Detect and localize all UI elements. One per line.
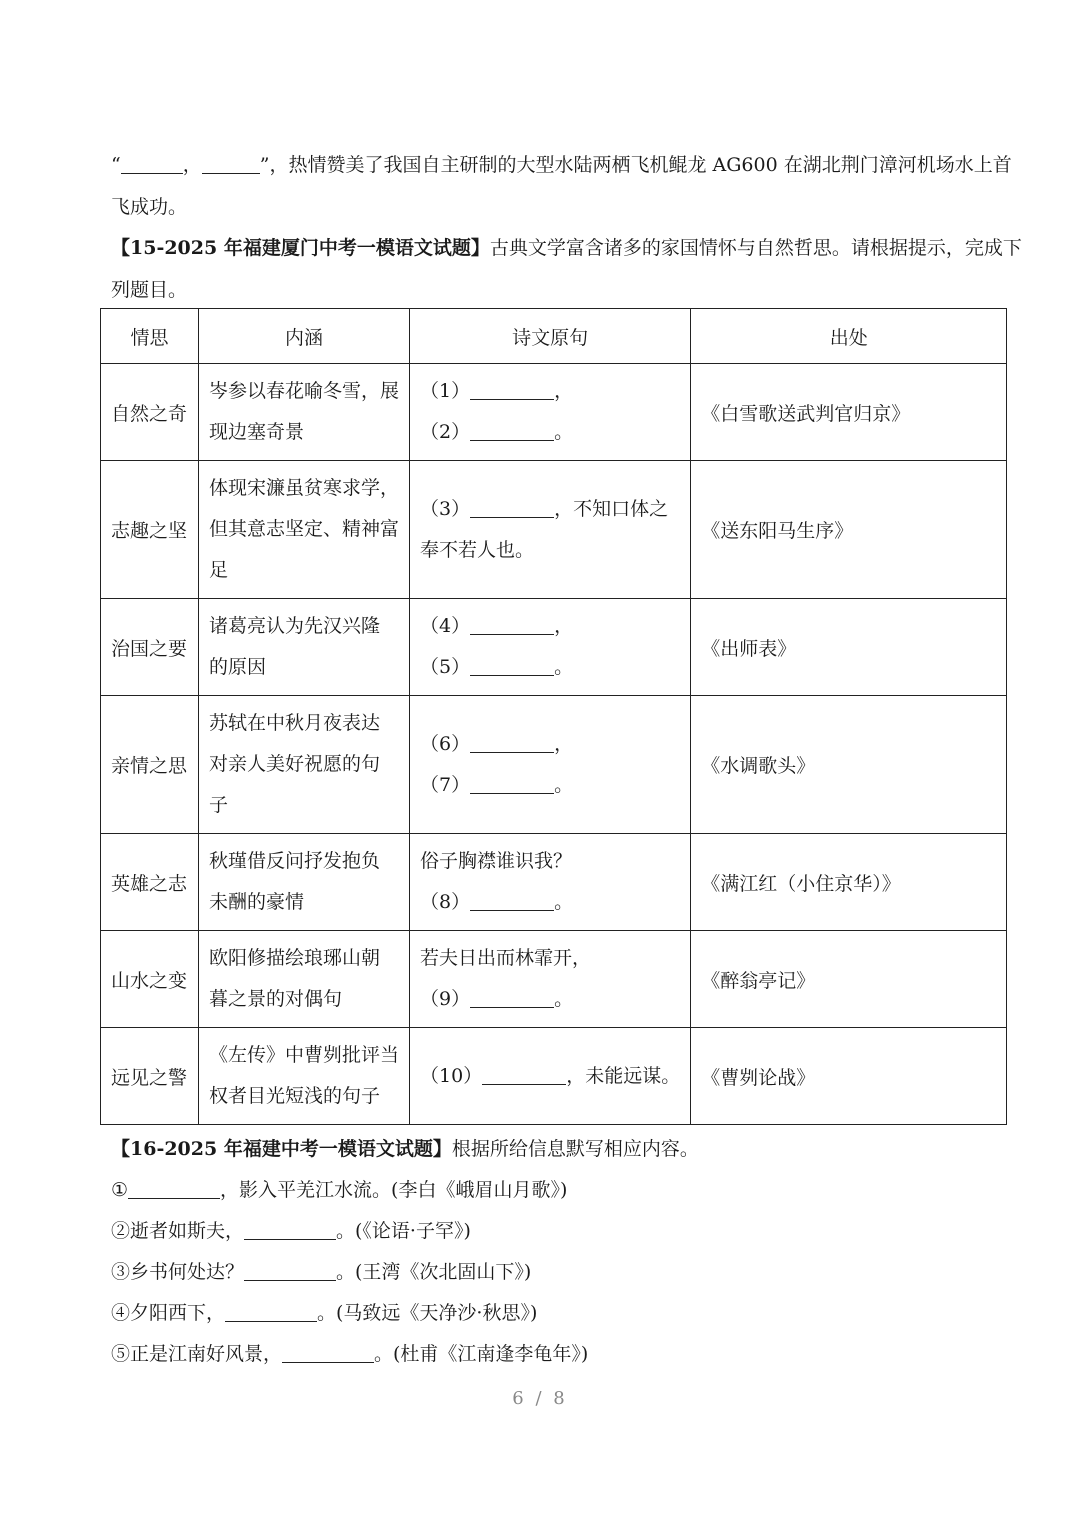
quote-cell xyxy=(410,834,691,931)
quote-punct: 。 xyxy=(554,891,574,913)
table-row xyxy=(101,696,1007,834)
quote-text: ，不知口体之 xyxy=(554,497,669,520)
meaning-cell xyxy=(199,599,410,696)
question-16 xyxy=(111,1134,699,1161)
dictation-item xyxy=(111,1216,471,1243)
meaning-cell xyxy=(199,1028,410,1125)
blank[interactable] xyxy=(470,988,554,1008)
source-cell: 《白雪歌送武判官归京》 xyxy=(691,364,1007,461)
blank[interactable] xyxy=(470,421,554,441)
item-prompt: ③乡书何处达？ xyxy=(111,1261,245,1283)
quote-line: 俗子胸襟谁识我？ xyxy=(420,850,573,872)
theme-cell: 自然之奇 xyxy=(101,364,199,461)
quote-number: （3） xyxy=(420,497,471,520)
quote-punct: 。 xyxy=(554,421,574,443)
blank[interactable] xyxy=(470,733,554,753)
meaning-line: 的原因 xyxy=(209,656,267,678)
blank[interactable] xyxy=(244,1220,336,1240)
separator: ， xyxy=(182,154,202,176)
meaning-line: 未酬的豪情 xyxy=(209,891,305,913)
meaning-line: 秋瑾借反问抒发抱负 xyxy=(209,850,381,872)
source-cell: 《出师表》 xyxy=(691,599,1007,696)
meaning-line: 诸葛亮认为先汉兴隆 xyxy=(209,615,381,637)
quote-line xyxy=(420,765,680,806)
source-cell: 《曹刿论战》 xyxy=(691,1028,1007,1125)
blank[interactable] xyxy=(225,1302,317,1322)
intro-text: ”，热情赞美了我国自主研制的大型水陆两栖飞机鲲龙 AG600 在湖北荆门漳河机场水上首 xyxy=(259,154,1012,176)
question-tag: 【15-2025 年福建厦门中考一模语文试题】 xyxy=(111,237,490,259)
table-row xyxy=(101,599,1007,696)
meaning-cell xyxy=(199,931,410,1028)
quote-line: 若夫日出而林霏开， xyxy=(420,947,592,969)
quote-line xyxy=(420,647,680,688)
item-source: ，影入平羌江水流。(李白《峨眉山月歌》) xyxy=(220,1179,568,1201)
quote-cell xyxy=(410,461,691,599)
item-prompt: ① xyxy=(111,1179,129,1201)
quote-line xyxy=(420,371,680,412)
quote-punct: 。 xyxy=(554,988,574,1010)
table-row xyxy=(101,461,1007,599)
quote-line xyxy=(420,412,680,453)
source-cell: 《醉翁亭记》 xyxy=(691,931,1007,1028)
item-source: 。(王湾《次北固山下》) xyxy=(336,1261,532,1283)
quote-punct: ， xyxy=(554,380,574,402)
blank[interactable] xyxy=(128,1179,220,1199)
quote-number: （8） xyxy=(420,891,471,913)
item-source: 。(杜甫《江南逢李龟年》) xyxy=(374,1343,589,1365)
theme-cell: 亲情之思 xyxy=(101,696,199,834)
quote-number: （2） xyxy=(420,421,471,443)
meaning-line: 《左传》中曹刿批评当 xyxy=(209,1044,400,1066)
meaning-cell xyxy=(199,364,410,461)
theme-cell: 治国之要 xyxy=(101,599,199,696)
source-cell: 《送东阳马生序》 xyxy=(691,461,1007,599)
question-tag: 【16-2025 年福建中考一模语文试题】 xyxy=(111,1138,452,1160)
meaning-line: 苏轼在中秋月夜表达 xyxy=(209,712,381,734)
quote-punct: ， xyxy=(554,615,574,637)
meaning-line: 暮之景的对偶句 xyxy=(209,988,343,1010)
meaning-line: 对亲人美好祝愿的句 xyxy=(209,753,381,775)
table-row xyxy=(101,1028,1007,1125)
quote-line xyxy=(420,979,680,1020)
poetry-table xyxy=(100,308,1007,1125)
blank[interactable] xyxy=(482,1065,566,1085)
quote-number: （6） xyxy=(420,732,471,755)
quote-cell xyxy=(410,599,691,696)
blank[interactable] xyxy=(244,1261,336,1281)
dictation-item xyxy=(111,1175,567,1202)
item-prompt: ②逝者如斯夫， xyxy=(111,1220,245,1242)
quote-number: （9） xyxy=(420,988,471,1010)
intro-line xyxy=(111,150,1012,177)
item-prompt: ④夕阳西下， xyxy=(111,1302,226,1324)
blank[interactable] xyxy=(470,891,554,911)
quote-text: ，未能远谋。 xyxy=(566,1064,681,1087)
table-row xyxy=(101,364,1007,461)
header-cell: 诗文原句 xyxy=(410,309,691,364)
table-header-row xyxy=(101,309,1007,364)
quote-line xyxy=(420,489,680,530)
header-cell: 内涵 xyxy=(199,309,410,364)
theme-cell: 志趣之坚 xyxy=(101,461,199,599)
meaning-line: 现边塞奇景 xyxy=(209,421,305,443)
blank[interactable] xyxy=(470,615,554,635)
header-cell: 情思 xyxy=(101,309,199,364)
quote-number: （4） xyxy=(420,615,471,637)
dictation-item xyxy=(111,1339,588,1366)
theme-cell: 远见之警 xyxy=(101,1028,199,1125)
quote-punct: 。 xyxy=(554,656,574,678)
meaning-line: 权者目光短浅的句子 xyxy=(209,1085,381,1107)
meaning-line: 足 xyxy=(209,559,229,581)
page-number: 6 / 8 xyxy=(512,1388,568,1409)
source-cell: 《满江红（小住京华）》 xyxy=(691,834,1007,931)
quote-cell xyxy=(410,931,691,1028)
table-row xyxy=(101,834,1007,931)
quote-line: 奉不若人也。 xyxy=(420,538,535,561)
quote-number: （5） xyxy=(420,656,471,678)
quote-number: （1） xyxy=(420,380,471,402)
quote-punct: 。 xyxy=(554,773,574,796)
meaning-cell xyxy=(199,461,410,599)
meaning-line: 但其意志坚定、精神富 xyxy=(209,518,400,540)
theme-cell: 英雄之志 xyxy=(101,834,199,931)
open-quote: “ xyxy=(111,154,121,176)
source-cell: 《水调歌头》 xyxy=(691,696,1007,834)
quote-punct: ， xyxy=(554,732,574,755)
header-cell: 出处 xyxy=(691,309,1007,364)
meaning-line: 子 xyxy=(209,794,229,816)
blank[interactable] xyxy=(470,774,554,794)
meaning-line: 欧阳修描绘琅琊山朝 xyxy=(209,947,381,969)
quote-cell xyxy=(410,364,691,461)
blank[interactable] xyxy=(470,380,554,400)
item-source: 。(《论语·子罕》) xyxy=(336,1220,471,1242)
meaning-line: 岑参以春花喻冬雪，展 xyxy=(209,380,400,402)
blank[interactable] xyxy=(470,498,554,518)
item-source: 。(马致远《天净沙·秋思》) xyxy=(317,1302,538,1324)
table-row xyxy=(101,931,1007,1028)
quote-number: （10） xyxy=(420,1064,483,1087)
quote-line xyxy=(420,882,680,923)
quote-cell xyxy=(410,1028,691,1125)
meaning-cell xyxy=(199,696,410,834)
quote-line xyxy=(420,1056,680,1097)
quote-line xyxy=(420,724,680,765)
dictation-item xyxy=(111,1257,531,1284)
blank[interactable] xyxy=(470,656,554,676)
blank[interactable] xyxy=(282,1343,374,1363)
question-15 xyxy=(111,233,1022,260)
blank[interactable] xyxy=(202,154,260,174)
blank[interactable] xyxy=(121,154,183,174)
quote-number: （7） xyxy=(420,773,471,796)
theme-cell: 山水之变 xyxy=(101,931,199,1028)
quote-cell xyxy=(410,696,691,834)
question-text-line2: 列题目。 xyxy=(111,279,188,301)
question-text: 根据所给信息默写相应内容。 xyxy=(451,1138,699,1160)
intro-text-line2: 飞成功。 xyxy=(111,196,188,218)
meaning-line: 体现宋濂虽贫寒求学， xyxy=(209,477,400,499)
item-prompt: ⑤正是江南好风景， xyxy=(111,1343,283,1365)
dictation-item xyxy=(111,1298,537,1325)
meaning-cell xyxy=(199,834,410,931)
question-text: 古典文学富含诸多的家国情怀与自然哲思。请根据提示，完成下 xyxy=(489,237,1022,259)
quote-line xyxy=(420,606,680,647)
